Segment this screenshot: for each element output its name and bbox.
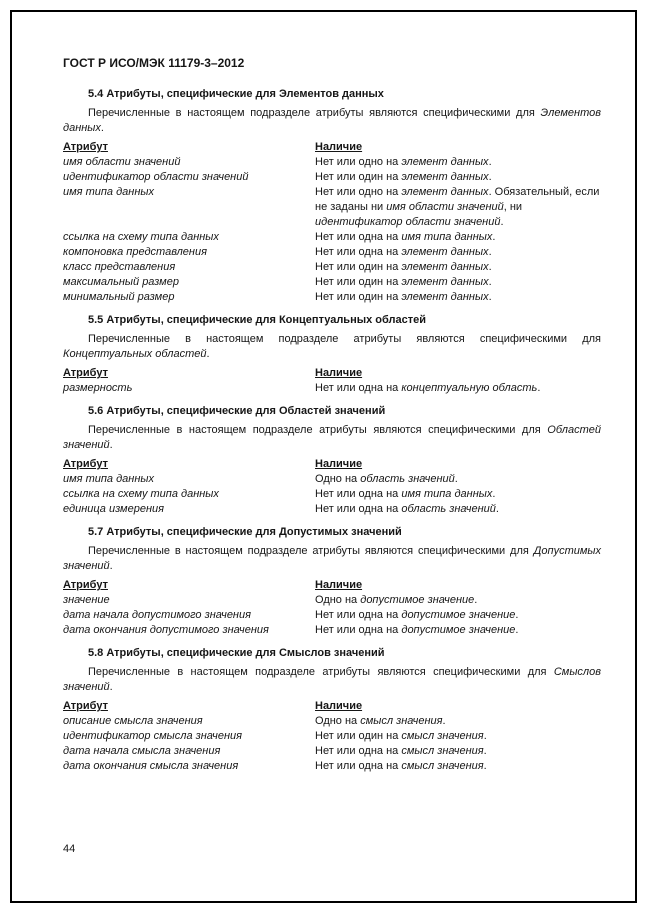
table-header-row bbox=[63, 578, 601, 593]
page-number: 44 bbox=[63, 843, 76, 855]
table-row bbox=[63, 155, 601, 170]
attribute-name: минимальный размер bbox=[63, 291, 175, 303]
attribute-name: идентификатор области значений bbox=[63, 171, 249, 183]
section-heading: 5.8 Атрибуты, специфические для Смыслов значений bbox=[88, 647, 385, 659]
column-header-attribute: Атрибут bbox=[63, 700, 108, 712]
attribute-presence: Нет или одна на допустимое значение. bbox=[315, 624, 519, 636]
attribute-name: максимальный размер bbox=[63, 276, 179, 288]
section-5-8 bbox=[63, 646, 601, 774]
table-header-row bbox=[63, 457, 601, 472]
section-intro: Перечисленные в настоящем подразделе атрибуты являются специфическими для Областей значений. bbox=[63, 424, 601, 451]
attributes-table bbox=[63, 578, 601, 638]
column-header-presence: Наличие bbox=[315, 458, 363, 470]
attribute-presence: Одно на смысл значения. bbox=[315, 715, 446, 727]
attribute-name: дата начала смысла значения bbox=[63, 745, 221, 757]
section-intro: Перечисленные в настоящем подразделе атрибуты являются специфическими для Смыслов значений. bbox=[63, 666, 601, 693]
table-row bbox=[63, 502, 601, 517]
attribute-presence: Нет или одно на элемент данных. bbox=[315, 156, 492, 168]
attribute-presence: Нет или одна на концептуальную область. bbox=[315, 382, 541, 394]
attribute-presence: Нет или одна на область значений. bbox=[315, 503, 499, 515]
attribute-presence: Одно на область значений. bbox=[315, 473, 458, 485]
attribute-presence: Одно на допустимое значение. bbox=[315, 594, 478, 606]
attribute-name: имя типа данных bbox=[63, 473, 154, 485]
table-row bbox=[63, 245, 601, 260]
table-header-row bbox=[63, 366, 601, 381]
attribute-name: дата окончания смысла значения bbox=[63, 760, 239, 772]
section-heading: 5.7 Атрибуты, специфические для Допустимых значений bbox=[88, 526, 402, 538]
attribute-presence: Нет или одна на допустимое значение. bbox=[315, 609, 519, 621]
attribute-name: ссылка на схему типа данных bbox=[63, 488, 219, 500]
document-body bbox=[63, 87, 601, 774]
column-header-attribute: Атрибут bbox=[63, 579, 108, 591]
attributes-table bbox=[63, 699, 601, 774]
attribute-presence: Нет или один на элемент данных. bbox=[315, 261, 492, 273]
column-header-presence: Наличие bbox=[315, 579, 363, 591]
section-5-4 bbox=[63, 87, 601, 305]
column-header-attribute: Атрибут bbox=[63, 141, 108, 153]
column-header-presence: Наличие bbox=[315, 141, 363, 153]
column-header-presence: Наличие bbox=[315, 700, 363, 712]
attribute-presence: Нет или один на элемент данных. bbox=[315, 171, 492, 183]
table-row bbox=[63, 623, 601, 638]
section-5-7 bbox=[63, 525, 601, 638]
attribute-name: дата начала допустимого значения bbox=[63, 609, 251, 621]
table-row bbox=[63, 487, 601, 502]
column-header-attribute: Атрибут bbox=[63, 458, 108, 470]
table-row bbox=[63, 275, 601, 290]
attributes-table bbox=[63, 366, 601, 396]
page-footer bbox=[63, 843, 75, 855]
section-intro: Перечисленные в настоящем подразделе атрибуты являются специфическими для Элементов данных. bbox=[63, 107, 601, 134]
table-row bbox=[63, 472, 601, 487]
attribute-presence: Нет или одна на элемент данных. bbox=[315, 246, 492, 258]
column-header-attribute: Атрибут bbox=[63, 367, 108, 379]
table-row bbox=[63, 170, 601, 185]
table-row bbox=[63, 729, 601, 744]
table-row bbox=[63, 230, 601, 245]
attribute-presence: Нет или один на смысл значения. bbox=[315, 730, 487, 742]
document-title: ГОСТ Р ИСО/МЭК 11179-3–2012 bbox=[63, 56, 245, 70]
attribute-name: имя типа данных bbox=[63, 186, 154, 198]
attribute-presence: Нет или один на элемент данных. bbox=[315, 276, 492, 288]
attributes-table bbox=[63, 457, 601, 517]
table-row bbox=[63, 185, 601, 230]
attribute-presence: Нет или одна на смысл значения. bbox=[315, 760, 487, 772]
attribute-name: ссылка на схему типа данных bbox=[63, 231, 219, 243]
table-row bbox=[63, 759, 601, 774]
table-header-row bbox=[63, 140, 601, 155]
table-row bbox=[63, 714, 601, 729]
attribute-presence: Нет или одна на смысл значения. bbox=[315, 745, 487, 757]
page-header bbox=[63, 56, 601, 70]
section-intro: Перечисленные в настоящем подразделе атрибуты являются специфическими для Концептуальных областей. bbox=[63, 333, 601, 360]
section-intro: Перечисленные в настоящем подразделе атрибуты являются специфическими для Допустимых значений. bbox=[63, 545, 601, 572]
section-5-5 bbox=[63, 313, 601, 396]
document-page bbox=[10, 10, 637, 903]
attribute-presence: Нет или одна на имя типа данных. bbox=[315, 231, 496, 243]
section-heading: 5.4 Атрибуты, специфические для Элементов данных bbox=[88, 88, 384, 100]
table-row bbox=[63, 593, 601, 608]
table-row bbox=[63, 260, 601, 275]
attribute-presence: Нет или одно на элемент данных. Обязательный, если не заданы ни имя области значений, ни идентификатор области значений. bbox=[315, 186, 600, 228]
attribute-name: значение bbox=[63, 594, 110, 606]
section-heading: 5.5 Атрибуты, специфические для Концептуальных областей bbox=[88, 314, 427, 326]
table-header-row bbox=[63, 699, 601, 714]
column-header-presence: Наличие bbox=[315, 367, 363, 379]
attribute-name: единица измерения bbox=[63, 503, 164, 515]
attribute-name: класс представления bbox=[63, 261, 176, 273]
attribute-name: описание смысла значения bbox=[63, 715, 203, 727]
attributes-table bbox=[63, 140, 601, 305]
attribute-name: дата окончания допустимого значения bbox=[63, 624, 269, 636]
section-heading: 5.6 Атрибуты, специфические для Областей значений bbox=[88, 405, 386, 417]
table-row bbox=[63, 608, 601, 623]
attribute-name: имя области значений bbox=[63, 156, 181, 168]
attribute-presence: Нет или один на элемент данных. bbox=[315, 291, 492, 303]
attribute-presence: Нет или одна на имя типа данных. bbox=[315, 488, 496, 500]
attribute-name: идентификатор смысла значения bbox=[63, 730, 243, 742]
section-5-6 bbox=[63, 404, 601, 517]
table-row bbox=[63, 744, 601, 759]
attribute-name: размерность bbox=[63, 382, 133, 394]
table-row bbox=[63, 381, 601, 396]
attribute-name: компоновка представления bbox=[63, 246, 207, 258]
table-row bbox=[63, 290, 601, 305]
